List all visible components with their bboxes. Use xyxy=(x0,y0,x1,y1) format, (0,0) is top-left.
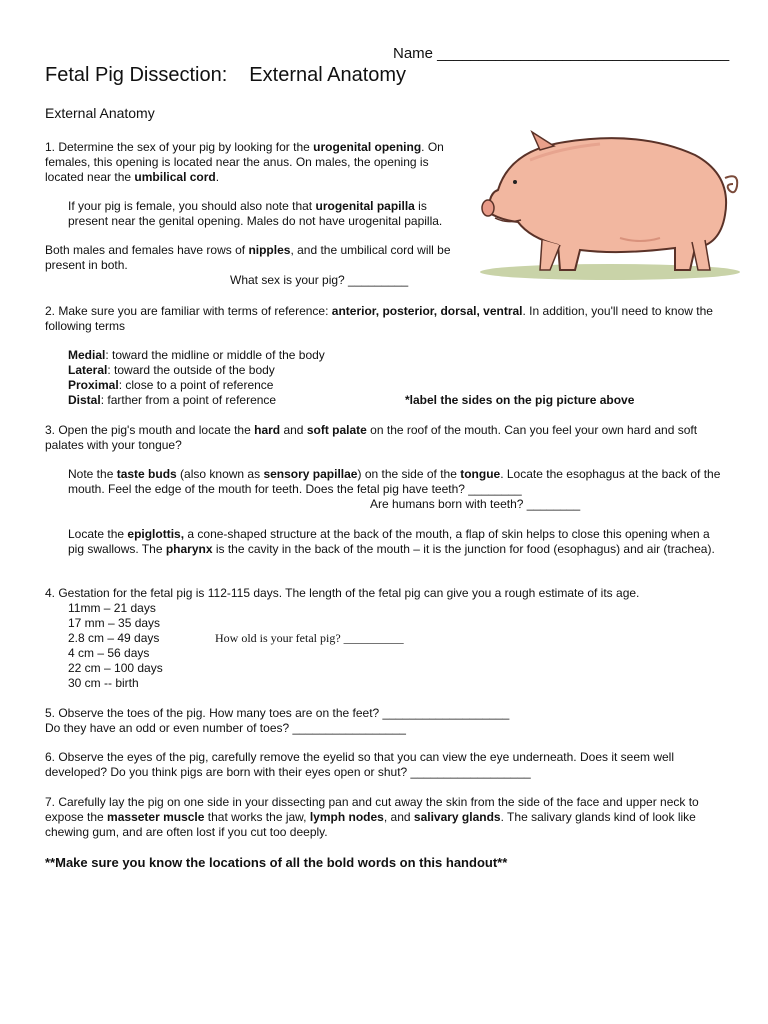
term-lymph-nodes: lymph nodes xyxy=(309,810,384,824)
term-item xyxy=(68,348,398,363)
q1-text: Both males and females have rows of xyxy=(45,243,249,257)
q1-text: If your pig is female, you should also note that xyxy=(68,199,316,213)
footer-note: **Make sure you know the locations of all the bold words on this handout** xyxy=(45,855,508,870)
q3-text: ) on the side of the xyxy=(357,467,461,481)
q3-text: is the cavity in the back of the mouth – it is the junction for food (esophagus) and air (trachea). xyxy=(212,542,715,556)
term-epiglottis: epiglottis, xyxy=(127,527,185,541)
title-left: Fetal Pig Dissection: xyxy=(45,64,228,86)
q1-nipples-note xyxy=(45,243,475,273)
q7-paragraph xyxy=(45,795,725,840)
q7-text: , and xyxy=(383,810,414,824)
q1-sex-question: What sex is your pig? _________ xyxy=(230,273,409,287)
q3-taste-note xyxy=(68,467,728,497)
term-definition: : toward the midline or middle of the body xyxy=(105,348,325,362)
term-lateral: Lateral xyxy=(68,363,108,377)
age-list xyxy=(68,601,228,691)
q1-text: , and the umbilical cord will be present in both. xyxy=(45,243,451,272)
q1-text: is present near the genital opening. Males do not have urogenital papilla. xyxy=(68,199,443,228)
q3-text: 3. Open the pig's mouth and locate the xyxy=(45,423,255,437)
q2-paragraph xyxy=(45,304,725,334)
q1-text: . On females, this opening is located near the anus. On males, the opening is located near the xyxy=(45,140,444,184)
term-definition: : farther from a point of reference xyxy=(100,393,277,407)
term-medial: Medial xyxy=(68,348,106,362)
q2-text: 2. Make sure you are familiar with terms of reference: xyxy=(45,304,332,318)
term-taste-buds: taste buds xyxy=(116,467,177,481)
term-pharynx: pharynx xyxy=(165,542,213,556)
q3-text: Note the xyxy=(68,467,117,481)
q4-age-question: How old is your fetal pig? __________ xyxy=(215,631,404,645)
q3-text: and xyxy=(280,423,307,437)
term-item xyxy=(68,363,398,378)
title-right: External Anatomy xyxy=(249,64,407,86)
name-field-line: Name ___________________________________ xyxy=(393,45,730,62)
label-instruction: *label the sides on the pig picture above xyxy=(405,393,635,407)
q3-epiglottis-note xyxy=(68,527,728,557)
q5-paragraph xyxy=(45,706,725,736)
term-item xyxy=(68,378,398,393)
q3-text: a cone-shaped structure at the back of the mouth, a flap of skin helps to close this opening when a pig swallows. The xyxy=(68,527,710,556)
q1-female-note xyxy=(68,199,468,229)
q5-toes-question: 5. Observe the toes of the pig. How many toes are on the feet? ___________________ xyxy=(45,706,510,720)
page-title xyxy=(45,64,406,87)
q6-paragraph: 6. Observe the eyes of the pig, carefully remove the eyelid so that you can view the eye underneath. Does it seem well developed? Do you think pigs are born with their eyes open or shut? __________________ xyxy=(45,750,675,779)
q3-text: (also known as xyxy=(176,467,264,481)
term-definition: : close to a point of reference xyxy=(118,378,274,392)
pig-illustration-icon xyxy=(470,120,745,285)
list-item: 22 cm – 100 days xyxy=(68,661,163,675)
list-item: 17 mm – 35 days xyxy=(68,616,161,630)
list-item: 30 cm -- birth xyxy=(68,676,139,690)
q1-text: 1. Determine the sex of your pig by looking for the xyxy=(45,140,314,154)
q1-text: . xyxy=(215,170,220,184)
term-proximal: Proximal xyxy=(68,378,119,392)
q3-text: . Locate the esophagus at the back of the mouth. Feel the edge of the mouth for teeth. Does the fetal pig have teeth? ________ xyxy=(68,467,721,496)
q3-human-teeth-question: Are humans born with teeth? ________ xyxy=(370,497,581,511)
term-hard: hard xyxy=(254,423,281,437)
q4-paragraph: 4. Gestation for the fetal pig is 112-115 days. The length of the fetal pig can give you a rough estimate of its age. xyxy=(45,586,640,600)
term-tongue: tongue xyxy=(460,467,501,481)
term-urogenital-opening: urogenital opening xyxy=(313,140,422,154)
term-distal: Distal xyxy=(68,393,101,407)
section-heading: External Anatomy xyxy=(45,105,155,121)
q5-odd-even-question: Do they have an odd or even number of toes? _________________ xyxy=(45,721,406,735)
q7-text: 7. Carefully lay the pig on one side in your dissecting pan and cut away the skin from the side of the face and upper neck to expose the xyxy=(45,795,699,824)
q3-text: on the roof of the mouth. Can you feel your own hard and soft palates with your tongue? xyxy=(45,423,698,452)
q3-text: Locate the xyxy=(68,527,128,541)
term-sensory-papillae: sensory papillae xyxy=(263,467,358,481)
q2-text: . In addition, you'll need to know the following terms xyxy=(45,304,713,333)
term-directions: anterior, posterior, dorsal, ventral xyxy=(331,304,523,318)
q3-paragraph xyxy=(45,423,725,453)
term-salivary-glands: salivary glands xyxy=(413,810,501,824)
list-item: 2.8 cm – 49 days xyxy=(68,631,160,645)
term-umbilical-cord: umbilical cord xyxy=(134,170,216,184)
list-item: 4 cm – 56 days xyxy=(68,646,150,660)
q7-text: that works the jaw, xyxy=(204,810,310,824)
term-nipples: nipples xyxy=(248,243,291,257)
term-item xyxy=(68,393,398,408)
q7-text: . The salivary glands kind of look like chewing gum, and are often lost if you cut too deeply. xyxy=(45,810,696,839)
list-item: 11mm – 21 days xyxy=(68,601,156,615)
term-urogenital-papilla: urogenital papilla xyxy=(315,199,415,213)
term-soft-palate: soft palate xyxy=(306,423,367,437)
term-masseter-muscle: masseter muscle xyxy=(107,810,205,824)
term-definition: : toward the outside of the body xyxy=(107,363,275,377)
q2-terms-list xyxy=(68,348,398,408)
q1-paragraph xyxy=(45,140,470,185)
